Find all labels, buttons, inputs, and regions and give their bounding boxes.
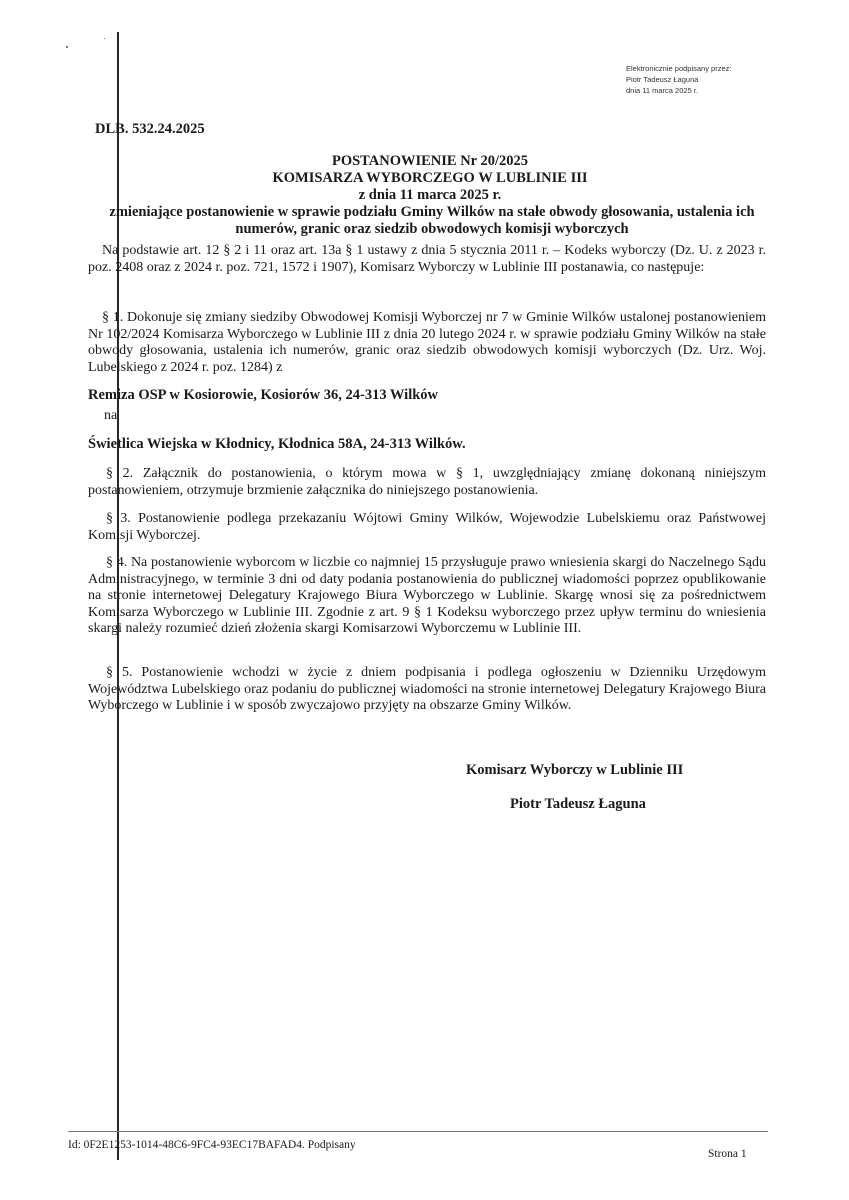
signatory-role: Komisarz Wyborczy w Lublinie III (466, 762, 684, 778)
section-5-paragraph: § 5. Postanowienie wchodzi w życie z dniem podpisania i podlega ogłoszeniu w Dzienniku Urzędowym Województwa Lubelskiego oraz podaniu do publicznej wiadomości na stronie internetowej Delegatury Krajowego Biura Wyborczego w Lublinie i w sposób zwyczajowo przyjęty na obszarze Gminy Wilków. (88, 665, 766, 713)
section-3-paragraph: § 3. Postanowienie podlega przekazaniu Wójtowi Gminy Wilków, Wojewodzie Lubelskiemu oraz Państwowej Komisji Wyborczej. (88, 511, 766, 543)
scan-speck (104, 38, 105, 39)
section-4-paragraph: § 4. Na postanowienie wyborcom w liczbie co najmniej 15 przysługuje prawo wniesienia skargi do Naczelnego Sądu Administracyjnego, w terminie 3 dni od daty podania postanowienia do publicznej wiadomości poprzez opublikowanie na stronie internetowej Delegatury Krajowego Biura Wyborczego w Lublinie. Skargę wnosi się za pośrednictwem Komisarza Wyborczego w Lublinie III. Zgodnie z art. 9 § 1 Kodeksu wyborczego przez upływ terminu do wniesienia skargi należy rozumieć dzień złożenia skargi Komisarzowi Wyborczemu w Lublinie III. (88, 555, 766, 636)
document-subject: zmieniające postanowienie w sprawie podziału Gminy Wilków na stałe obwody głosowania, ustalenia ich numerów, granic oraz siedzib obwodowych komisji wyborczych (109, 204, 755, 237)
scan-speck (66, 46, 68, 48)
page-number: Strona 1 (708, 1148, 747, 1160)
case-reference: DLB. 532.24.2025 (95, 121, 205, 137)
electronic-signature-stamp (626, 63, 731, 96)
issuing-authority: KOMISARZA WYBORCZEGO W LUBLINIE III (272, 170, 588, 186)
section-2-paragraph: § 2. Załącznik do postanowienia, o którym mowa w § 1, uwzględniający zmianę dokonaną niniejszym postanowieniem, otrzymuje brzmienie załącznika do niniejszego postanowienia. (88, 466, 766, 498)
section-1-paragraph: § 1. Dokonuje się zmiany siedziby Obwodowej Komisji Wyborczej nr 7 w Gminie Wilków ustalonej postanowieniem Nr 102/2024 Komisarza Wyborczego w Lublinie III z dnia 20 lutego 2024 r. w sprawie podziału Gminy Wilków na stałe obwody głosowania, ustalenia ich numerów, granic oraz siedzib obwodowych komisji wyborczych (Dz. Urz. Woj. Lubelskiego z 2024 r. poz. 1284) z (88, 310, 766, 375)
document-title: POSTANOWIENIE Nr 20/2025 (331, 153, 529, 169)
na-connector: na (104, 408, 118, 423)
preamble-paragraph: Na podstawie art. 12 § 2 i 11 oraz art. 13a § 1 ustawy z dnia 5 stycznia 2011 r. – Kodeks wyborczy (Dz. U. z 2023 r. poz. 2408 oraz z 2024 r. poz. 721, 1572 i 1907), Komisarz Wyborczy w Lublinie III postanawia, co następuje: (88, 243, 766, 275)
signatory-name: Piotr Tadeusz Łaguna (510, 796, 646, 812)
esignature-date: dnia 11 marca 2025 r. (626, 86, 698, 95)
old-location: Remiza OSP w Kosiorowie, Kosiorów 36, 24-313 Wilków (88, 387, 439, 403)
esignature-line: Elektronicznie podpisany przez: (626, 64, 732, 73)
document-date: z dnia 11 marca 2025 r. (358, 187, 502, 203)
new-location: Świetlica Wiejska w Kłodnicy, Kłodnica 58A, 24-313 Wilków. (88, 436, 466, 452)
document-id-footer: Id: 0F2E1253-1014-48C6-9FC4-93EC17BAFAD4. Podpisany (68, 1139, 356, 1151)
esignature-signer: Piotr Tadeusz Łaguna (626, 75, 699, 84)
footer-divider (68, 1131, 768, 1132)
